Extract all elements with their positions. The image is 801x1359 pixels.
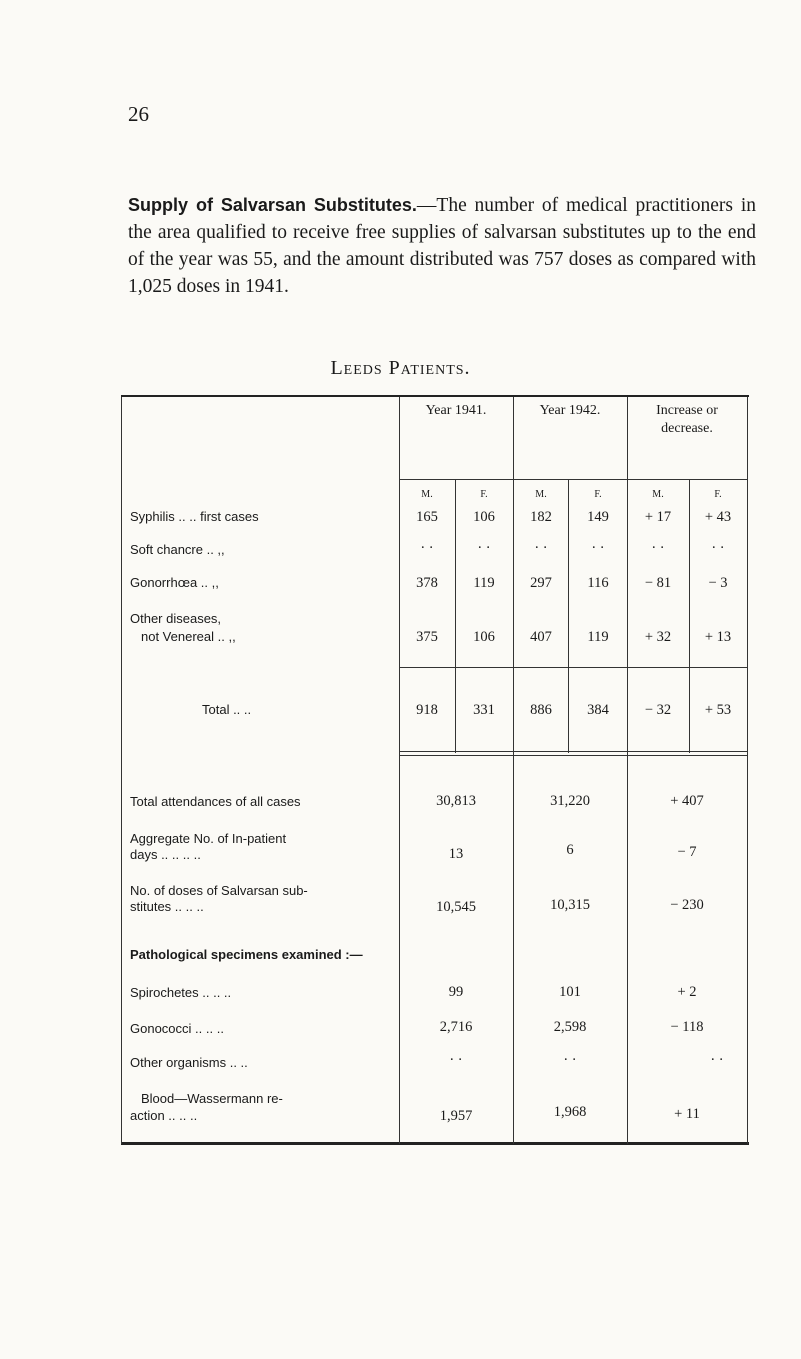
row-label: Spirochetes .. .. .. (130, 985, 232, 1000)
header-m: M. (421, 489, 433, 500)
cell: − 32 (644, 702, 672, 718)
cell: 106 (473, 509, 495, 525)
cell: · · (710, 1052, 724, 1068)
cell: · · (651, 540, 665, 556)
row-label: not Venereal .. ,, (141, 629, 236, 644)
cell: · · (420, 540, 434, 556)
row-label: Total attendances of all cases (130, 794, 301, 809)
row-label: stitutes .. .. .. (130, 899, 204, 914)
row-label: Total .. .. (202, 702, 252, 717)
cell: 119 (587, 629, 609, 645)
cell: 165 (416, 509, 438, 525)
cell: − 81 (644, 575, 672, 591)
header-change-1: Increase or (656, 403, 718, 418)
cell: 6 (566, 842, 574, 858)
cell: 13 (448, 846, 464, 862)
cell: + 11 (674, 1106, 700, 1122)
cell: 31,220 (550, 793, 590, 809)
row-label: No. of doses of Salvarsan sub- (130, 883, 308, 898)
cell: − 230 (670, 897, 704, 913)
header-f: F. (480, 489, 488, 500)
row-label: Other organisms .. .. (130, 1055, 248, 1070)
cell: 384 (587, 702, 609, 718)
cell: · · (591, 540, 605, 556)
cell: 886 (530, 702, 552, 718)
cell: + 53 (704, 702, 732, 718)
cell: 2,716 (439, 1019, 473, 1035)
cell: + 32 (644, 629, 672, 645)
cell: 149 (587, 509, 609, 525)
cell: 918 (416, 702, 438, 718)
header-year-1941: Year 1941. (425, 403, 487, 418)
cell: 10,315 (550, 897, 590, 913)
cell: 297 (530, 575, 552, 591)
row-label: Gonorrhœa .. ,, (130, 575, 219, 590)
cell: + 13 (704, 629, 732, 645)
cell: 331 (473, 702, 495, 718)
cell: 106 (473, 629, 495, 645)
cell: + 17 (644, 509, 672, 525)
header-m: M. (652, 489, 664, 500)
header-f: F. (714, 489, 722, 500)
row-label: Soft chancre .. ,, (130, 542, 225, 557)
page-number: 26 (128, 102, 149, 126)
paragraph-text: —The number of medical practitioners in the area qualified to receive free supplies of salvarsan substitutes up to the end of the year was 55, and the amount distributed was 757 doses as compared with 1,025 doses in 1941. (128, 195, 756, 297)
cell: 407 (530, 629, 552, 645)
table-title: Leeds Patients. (330, 357, 471, 379)
cell: 101 (559, 984, 581, 1000)
statistics-table (121, 395, 749, 1145)
paragraph-heading: Supply of Salvarsan Substitutes. (128, 195, 417, 215)
header-m: M. (535, 489, 547, 500)
row-label: Gonococci .. .. .. (130, 1021, 224, 1036)
cell: 375 (416, 629, 438, 645)
cell: 116 (587, 575, 609, 591)
row-label: action .. .. .. (130, 1108, 198, 1123)
row-label: Blood—Wassermann re- (141, 1091, 283, 1106)
cell: 30,813 (436, 793, 476, 809)
paragraph (128, 192, 756, 300)
section-label: Pathological specimens examined :— (130, 947, 363, 962)
header-change-2: decrease. (661, 421, 713, 436)
cell: 99 (448, 984, 464, 1000)
cell: · · (563, 1052, 577, 1068)
cell: · · (449, 1052, 463, 1068)
cell: 378 (416, 575, 438, 591)
cell: 2,598 (553, 1019, 587, 1035)
cell: − 7 (677, 844, 697, 860)
cell: + 2 (677, 984, 697, 1000)
cell: − 118 (670, 1019, 704, 1035)
header-f: F. (594, 489, 602, 500)
row-label: Other diseases, (130, 611, 222, 626)
cell: 10,545 (436, 899, 476, 915)
row-label: days .. .. .. .. (130, 847, 201, 862)
cell: 119 (473, 575, 495, 591)
cell: + 43 (704, 509, 732, 525)
cell: · · (534, 540, 548, 556)
cell: · · (711, 540, 725, 556)
header-year-1942: Year 1942. (539, 403, 601, 418)
row-label: Aggregate No. of In-patient (130, 831, 287, 846)
cell: · · (477, 540, 491, 556)
cell: 1,968 (553, 1104, 587, 1120)
cell: − 3 (708, 575, 728, 591)
cell: 182 (530, 509, 552, 525)
row-label: Syphilis .. .. first cases (130, 509, 259, 524)
cell: 1,957 (439, 1108, 473, 1124)
cell: + 407 (670, 793, 704, 809)
